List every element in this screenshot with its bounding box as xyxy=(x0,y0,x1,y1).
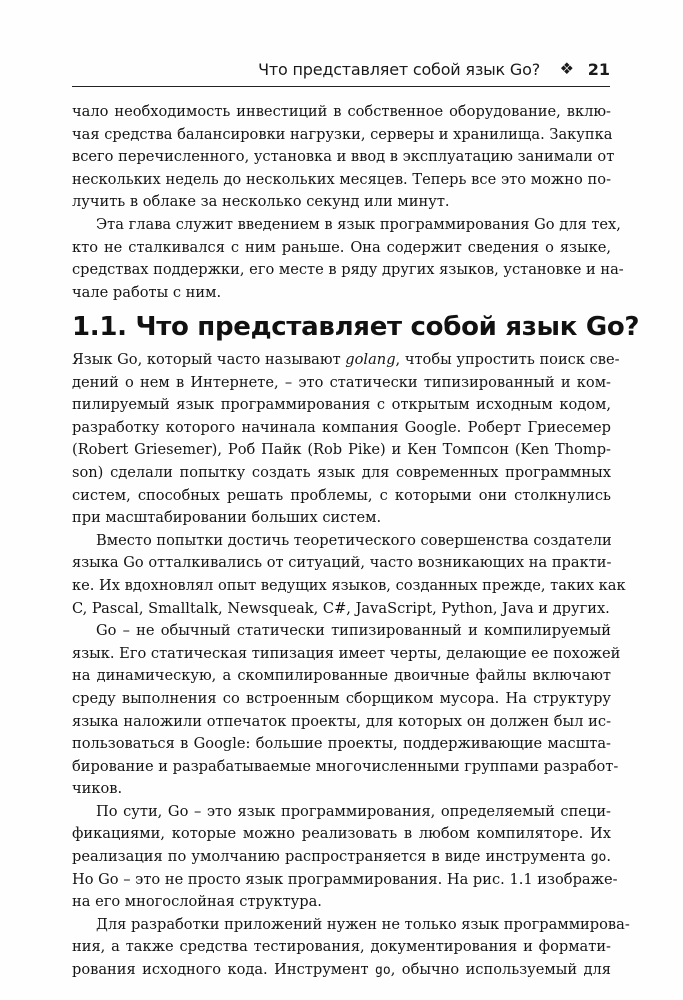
text-line: Но Go – это не просто язык программирования. На рис. 1.1 изображе- xyxy=(72,870,618,888)
text-line: пользоваться в Google: большие проекты, поддерживающие масшта- xyxy=(72,735,611,753)
body-text xyxy=(72,349,630,982)
text-line: кто не сталкивался с ним раньше. Она содержит сведения о языке, xyxy=(72,238,611,256)
running-header-title: Что представляет собой язык Go? xyxy=(258,60,540,79)
code-go: go xyxy=(375,963,391,979)
text-line: По сути, Go – это язык программирования, определяемый специ- xyxy=(96,802,611,820)
text-line: язык. Его статическая типизация имеет черты, делающие ее похожей xyxy=(72,644,621,662)
text-line: реализация по умолчанию распространяется в виде инструмента go. xyxy=(72,848,611,866)
text-line: фикациями, которые можно реализовать в любом компиляторе. Их xyxy=(72,825,611,843)
code-go: go xyxy=(590,850,607,866)
text-line: дений о нем в Интернете, – это статически типизированный и ком- xyxy=(72,373,611,391)
text-line: чало необходимость инвестиций в собственное оборудование, вклю- xyxy=(72,103,611,120)
ornament-icon: ❖ xyxy=(559,59,574,78)
text-line: на динамическую, а скомпилированные двоичные файлы включают xyxy=(72,667,611,685)
text-line: нескольких недель до нескольких месяцев. Теперь все это можно по- xyxy=(72,170,611,188)
text-line: чиков. xyxy=(72,780,123,798)
text-line: чале работы с ним. xyxy=(72,283,222,301)
text-line: Эта глава служит введением в язык программирования Go для тех, xyxy=(96,215,621,233)
text-line: всего перечисленного, установка и ввод в эксплуатацию занимали от xyxy=(72,148,615,166)
text-line: (Robert Griesemer), Роб Пайк (Rob Pike) и Кен Томпсон (Ken Thomp- xyxy=(72,441,611,459)
text-line: средствах поддержки, его месте в ряду других языков, установке и на- xyxy=(72,261,624,279)
text-line: бирование и разрабатываемые многочисленными группами разработ- xyxy=(72,757,619,775)
text-line: son) сделали попытку создать язык для современных программных xyxy=(72,463,611,481)
text-line: рования исходного кода. Инструмент go, обычно используемый для xyxy=(72,961,612,979)
text-line: ния, а также средства тестирования, документирования и формати- xyxy=(72,938,611,956)
text-line: Вместо попытки достичь теоретического совершенства создатели xyxy=(96,531,612,549)
text-line: языка наложили отпечаток проекты, для которых он должен был ис- xyxy=(72,712,611,730)
text-line: пилируемый язык программирования с открытым исходным кодом, xyxy=(72,396,611,414)
text-line: C, Pascal, Smalltalk, Newsqueak, C#, JavaScript, Python, Java и других. xyxy=(72,599,610,617)
running-header xyxy=(72,60,610,82)
text-line: ке. Их вдохновлял опыт ведущих языков, созданных прежде, таких как xyxy=(72,576,626,594)
intro-text xyxy=(72,101,624,304)
text-line: языка Go отталкивались от ситуаций, часто возникающих на практи- xyxy=(72,554,612,572)
text-line: Go – не обычный статически типизированный и компилируемый xyxy=(96,622,611,640)
text-line: лучить в облаке за несколько секунд или минут. xyxy=(72,193,450,211)
text-line: систем, способных решать проблемы, с которыми они столкнулись xyxy=(72,486,611,504)
text-line: среду выполнения со встроенным сборщиком мусора. На структуру xyxy=(72,689,611,707)
text-line: при масштабировании больших систем. xyxy=(72,509,382,527)
text-line: чая средства балансировки нагрузки, серверы и хранилища. Закупка xyxy=(72,125,613,143)
text-line: Для разработки приложений нужен не только язык программирова- xyxy=(96,915,630,933)
header-rule xyxy=(72,86,610,87)
text-line: на его многослойная структура. xyxy=(72,893,322,911)
section-heading: 1.1. Что представляет собой язык Go? xyxy=(72,312,640,342)
text-line: разработку которого начинала компания Google. Роберт Гриесемер xyxy=(72,418,611,436)
page-number: 21 xyxy=(587,60,610,79)
text-line: Язык Go, который часто называют golang, чтобы упростить поиск све- xyxy=(72,351,620,368)
